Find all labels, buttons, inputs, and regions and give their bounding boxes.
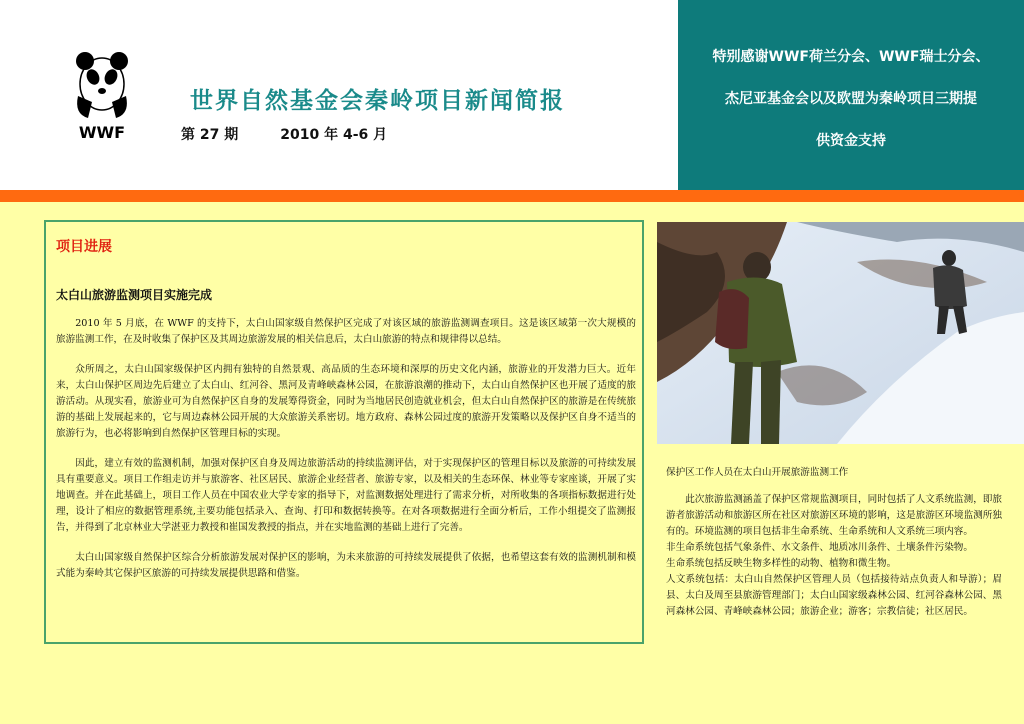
newsletter-title: 世界自然基金会秦岭项目新闻简报 [190, 88, 565, 114]
issue-date: 2010 年 4-6 月 [280, 127, 388, 143]
side-paragraph: 非生命系统包括气象条件、水文条件、地质冰川条件、土壤条件污染物。 [666, 542, 973, 553]
side-paragraph: 人文系统包括：太白山自然保护区管理人员（包括接待站点负责人和导游）；眉县、太白及周至县旅游管理部门；太白山国家级森林公园、红河谷森林公园、黑河森林公园、青峰峡森林公园；旅游企业；游客；宗教信徒；社区居民。 [666, 574, 1002, 617]
orange-divider [0, 190, 1024, 202]
wwf-logo-text: WWF [78, 123, 126, 142]
issue-line [181, 124, 387, 144]
wwf-panda-logo [66, 46, 138, 142]
photo-caption: 保护区工作人员在太白山开展旅游监测工作 [666, 467, 849, 478]
photo-illustration [657, 222, 1024, 444]
side-paragraph: 此次旅游监测涵盖了保护区常规监测项目，同时包括了人文系统监测，即旅游者旅游活动和旅游区所在社区对旅游区环境的影响，这是旅游区环境监测所独有的。环境监测的项目包括非生命系统、生命系统和人文系统三项内容。 [666, 494, 1002, 537]
thanks-line: 供资金支持 [816, 133, 886, 149]
snow-mountain-photo [657, 222, 1024, 444]
side-text [666, 492, 1002, 620]
article-paragraph: 因此，建立有效的监测机制，加强对保护区自身及周边旅游活动的持续监测评估，对于实现保护区的管理目标以及旅游的可持续发展具有重要意义。项目工作组走访并与旅游客、社区居民、旅游企业经营者、旅游专家，以及相关的生态环保、林业等专家座谈，开展了实地调查。并在此基础上，项目工作人员在中国农业大学专家的指导下，对监测数据处理进行了需求分析，对所收集的各项指标数据进行处理，设计了相应的数据管理系统,主要功能包括录入、查询、打印和数据转换等。在对各项数据进行全面分析后，工作小组提交了监测报告，并得到了北京林业大学湛亚力教授和崔国发教授的指点，并在实地监测的基础上进行了完善。 [56, 458, 636, 533]
section-title: 项目进展 [56, 239, 112, 255]
thanks-line: 杰尼亚基金会以及欧盟为秦岭项目三期提 [725, 91, 977, 107]
funding-thanks-panel [678, 0, 1024, 190]
thanks-line: 特别感谢WWF荷兰分会、WWF瑞士分会、 [712, 49, 990, 65]
article-paragraph: 太白山国家级自然保护区综合分析旅游发展对保护区的影响，为未来旅游的可持续发展提供了依据，也希望这套有效的监测机制和模式能为秦岭其它保护区旅游的可持续发展提供思路和借鉴。 [56, 552, 636, 579]
article-body [56, 316, 636, 596]
article-title: 太白山旅游监测项目实施完成 [56, 288, 213, 302]
side-paragraph: 生命系统包括反映生物多样性的动物、植物和微生物。 [666, 558, 897, 569]
article-paragraph: 众所周之，太白山国家级保护区内拥有独特的自然景观、高品质的生态环境和深厚的历史文化内涵，旅游业的开发潜力巨大。近年来，太白山保护区周边先后建立了太白山、红河谷、黑河及青峰峡森林公园，在旅游浪潮的推动下，太白山自然保护区也开展了适度的旅游活动。从现实看，旅游业可为自然保护区自身的发展筹得资金，同时为当地居民创造就业机会，但太白山自然保护区的旅游是在传统旅游的基础上发展起来的，它与周边森林公园开展的大众旅游关系密切。地方政府、森林公园过度的旅游开发策略以及保护区自身不适当的旅游行为，也必将影响到自然保护区管理目标的实现。 [56, 364, 636, 439]
article-paragraph: 2010 年 5 月底，在 WWF 的支持下，太白山国家级自然保护区完成了对该区域的旅游监测调查项目。这是该区域第一次大规模的旅游监测工作，在及时收集了保护区及其周边旅游发展的相关信息后，太白山旅游的特点和规律得以总结。 [56, 318, 636, 345]
issue-number: 第 27 期 [181, 127, 239, 143]
